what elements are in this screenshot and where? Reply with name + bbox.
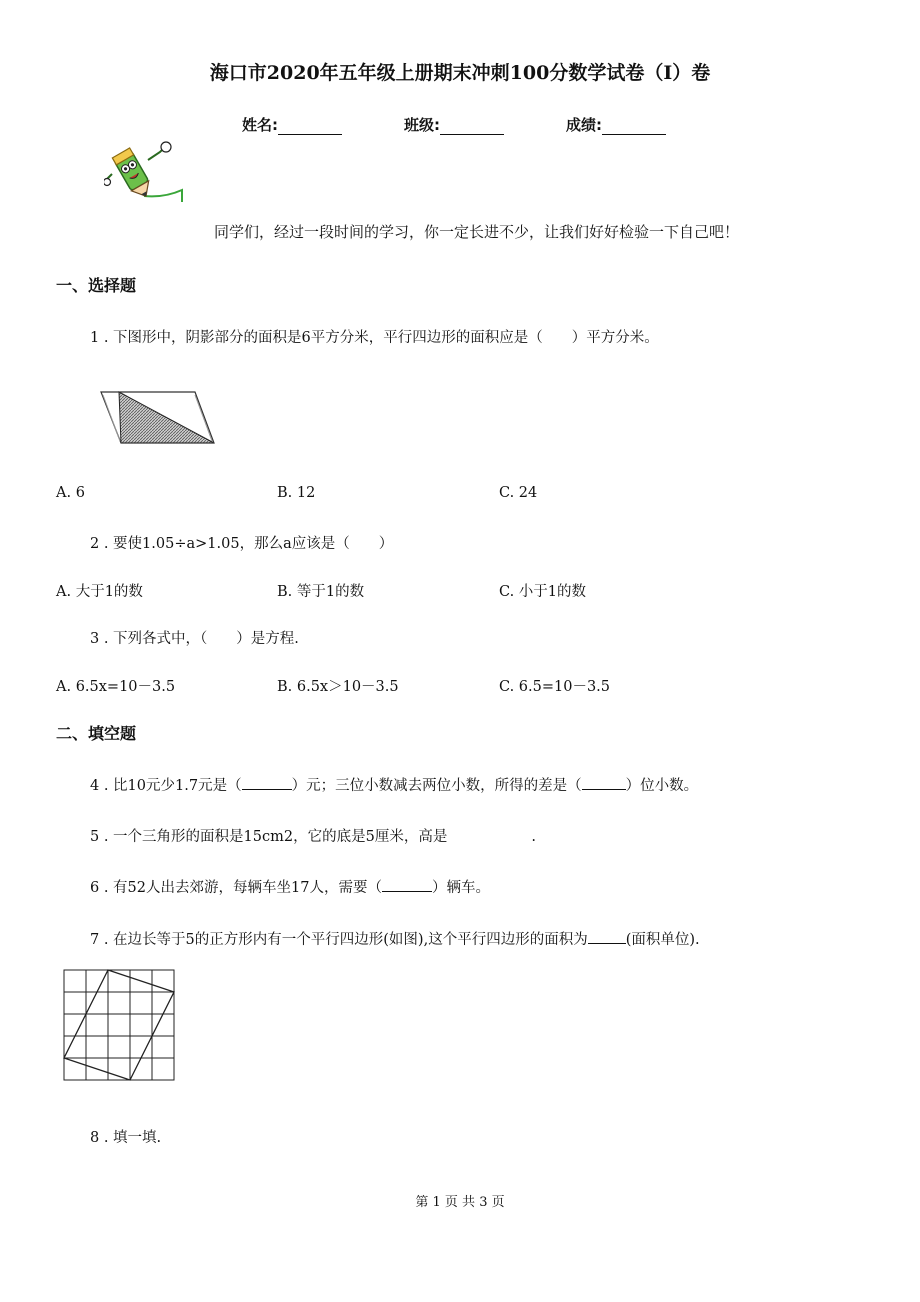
q1-option-c: C. 24 <box>499 485 538 501</box>
q4-text-1: 4 . 比10元少1.7元是（ <box>90 778 242 794</box>
q4-blank-1 <box>242 775 292 790</box>
name-field <box>242 114 342 135</box>
q6-text-1: 6 . 有52人出去郊游，每辆车坐17人，需要（ <box>90 880 382 896</box>
q2-option-b: B. 等于1的数 <box>277 584 365 600</box>
question-7 <box>90 928 700 949</box>
greeting-text: 同学们，经过一段时间的学习，你一定长进不少，让我们好好检验一下自己吧！ <box>214 223 740 241</box>
q6-blank <box>382 877 432 892</box>
q7-text-2: (面积单位). <box>625 932 700 948</box>
pencil-mascot-icon <box>104 140 186 206</box>
q1-parallelogram-figure <box>98 386 218 446</box>
question-2: 2 . 要使1.05÷a>1.05，那么a应该是（ ） <box>90 536 394 552</box>
q7-blank <box>588 929 626 944</box>
q1-option-a: A. 6 <box>56 485 85 501</box>
score-field <box>566 114 666 135</box>
question-3: 3 . 下列各式中，（ ）是方程. <box>90 631 299 647</box>
q6-text-2: ）辆车。 <box>431 880 490 896</box>
section-fill-title: 二、填空题 <box>56 724 137 743</box>
name-label: 姓名: <box>242 116 278 134</box>
q5-text-2: . <box>531 829 536 845</box>
q2-option-a: A. 大于1的数 <box>56 584 143 600</box>
class-blank <box>440 118 504 135</box>
question-6 <box>90 876 490 897</box>
question-1: 1 . 下图形中，阴影部分的面积是6平方分米，平行四边形的面积应是（ ）平方分米。 <box>90 330 659 346</box>
page-title: 海口市2020年五年级上册期末冲刺100分数学试卷（I）卷 <box>209 62 711 84</box>
q3-option-c: C. 6.5=10－3.5 <box>499 679 611 695</box>
q4-blank-2 <box>582 775 626 790</box>
q7-text-1: 7 . 在边长等于5的正方形内有一个平行四边形(如图),这个平行四边形的面积为 <box>90 932 588 948</box>
q4-text-2: ）元；三位小数减去两位小数，所得的差是（ <box>291 778 582 794</box>
score-label: 成绩: <box>566 116 602 134</box>
q3-option-b: B. 6.5x＞10－3.5 <box>277 679 399 695</box>
q1-option-b: B. 12 <box>277 485 316 501</box>
question-5 <box>90 825 536 846</box>
q7-grid-figure <box>62 968 178 1084</box>
q2-option-c: C. 小于1的数 <box>499 584 587 600</box>
class-label: 班级: <box>404 116 440 134</box>
score-blank <box>602 118 666 135</box>
q4-text-3: ）位小数。 <box>625 778 699 794</box>
question-8: 8 . 填一填. <box>90 1130 162 1146</box>
section-choice-title: 一、选择题 <box>56 276 137 295</box>
question-4 <box>90 774 698 795</box>
page-footer: 第 1 页 共 3 页 <box>415 1195 505 1210</box>
q5-text-1: 5 . 一个三角形的面积是15cm2，它的底是5厘米，高是 <box>90 829 448 845</box>
q3-option-a: A. 6.5x=10－3.5 <box>56 679 176 695</box>
class-field <box>404 114 504 135</box>
name-blank <box>278 118 342 135</box>
